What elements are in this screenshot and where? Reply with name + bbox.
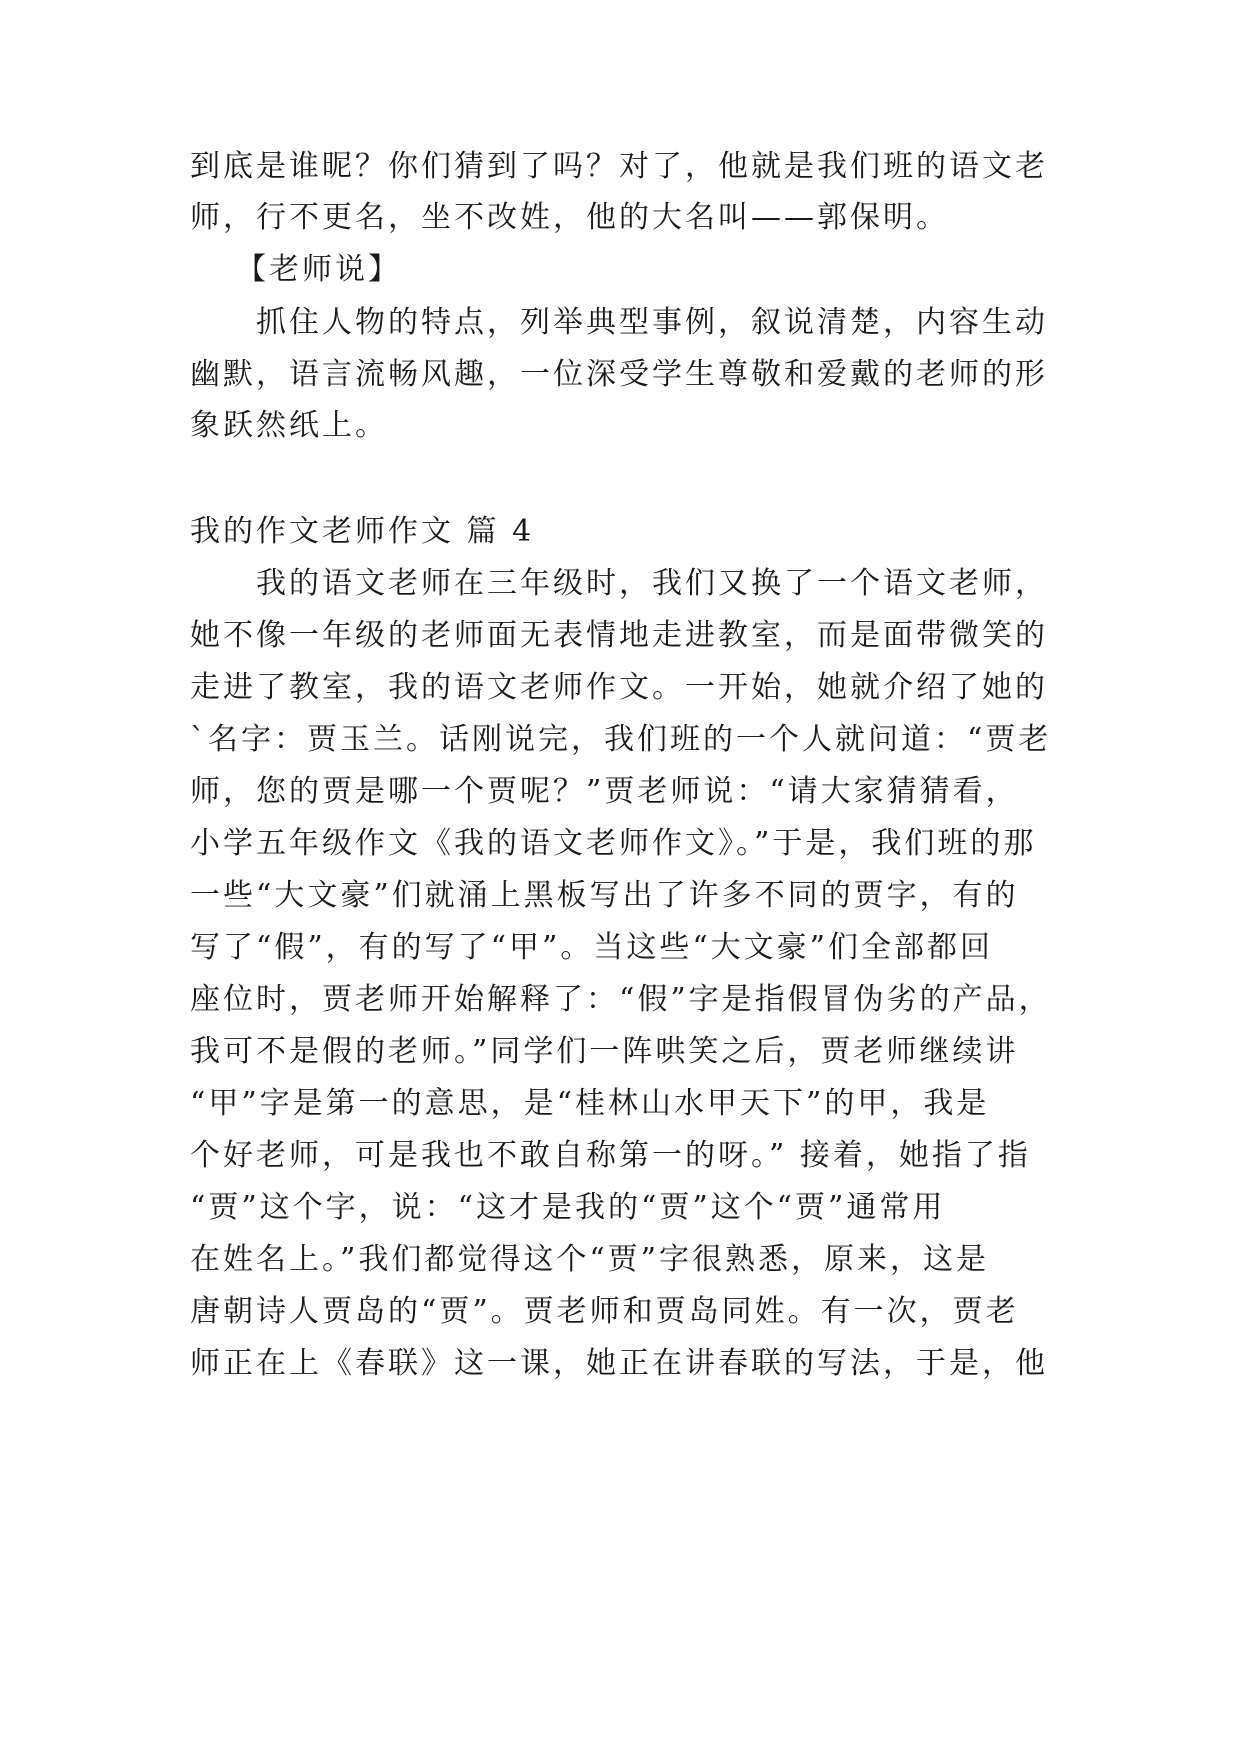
paragraph-line: 写了“假”，有的写了“甲”。当这些“大文豪”们全部都回	[190, 930, 994, 965]
paragraph-line: 在姓名上。”我们都觉得这个“贾”字很熟悉，原来，这是	[190, 1242, 990, 1277]
paragraph-line: 走进了教室，我的语文老师作文。一开始，她就介绍了她的	[190, 670, 1048, 705]
comment-line: 幽默，语言流畅风趣，一位深受学生尊敬和爱戴的老师的形	[190, 357, 1048, 392]
paragraph-line: 师正在上《春联》这一课，她正在讲春联的写法，于是，他	[190, 1346, 1048, 1381]
paragraph-line: 小学五年级作文《我的语文老师作文》。”于是，我们班的那	[190, 826, 1037, 861]
paragraph-line: 一些“大文豪”们就涌上黑板写出了许多不同的贾字，有的	[190, 878, 1019, 913]
paragraph-line: 她不像一年级的老师面无表情地走进教室，而是面带微笑的	[190, 618, 1048, 653]
paragraph-line: 我的语文老师在三年级时，我们又换了一个语文老师，	[256, 566, 1048, 601]
paragraph-line: 我可不是假的老师。”同学们一阵哄笑之后，贾老师继续讲	[190, 1034, 1019, 1069]
paragraph-line: “贾”这个字，说：“这才是我的“贾”这个“贾”通常用	[190, 1190, 946, 1225]
paragraph-line: 到底是谁昵？你们猜到了吗？对了，他就是我们班的语文老	[190, 149, 1048, 184]
paragraph-line: “甲”字是第一的意思，是“桂林山水甲天下”的甲，我是	[190, 1086, 990, 1121]
paragraph-line: 唐朝诗人贾岛的“贾”。贾老师和贾岛同姓。有一次，贾老	[190, 1294, 1019, 1329]
comment-line: 象跃然纸上。	[190, 408, 388, 443]
comment-line: 抓住人物的特点，列举典型事例，叙说清楚，内容生动	[256, 305, 1048, 340]
paragraph-line: 师，您的贾是哪一个贾呢？”贾老师说：“请大家猜猜看，	[190, 774, 1019, 809]
paragraph-line: `名字：贾玉兰。话刚说完，我们班的一个人就问道：“贾老	[190, 722, 1052, 757]
paragraph-line: 师，行不更名，坐不改姓，他的大名叫——郭保明。	[190, 200, 949, 235]
paragraph-line: 个好老师，可是我也不敢自称第一的呀。” 接着，她指了指	[190, 1138, 1031, 1173]
section-title: 我的作文老师作文 篇 4	[190, 514, 535, 549]
paragraph-line: 座位时，贾老师开始解释了：“假”字是指假冒伪劣的产品，	[190, 982, 1052, 1017]
teacher-says-heading: 【老师说】	[236, 252, 401, 287]
